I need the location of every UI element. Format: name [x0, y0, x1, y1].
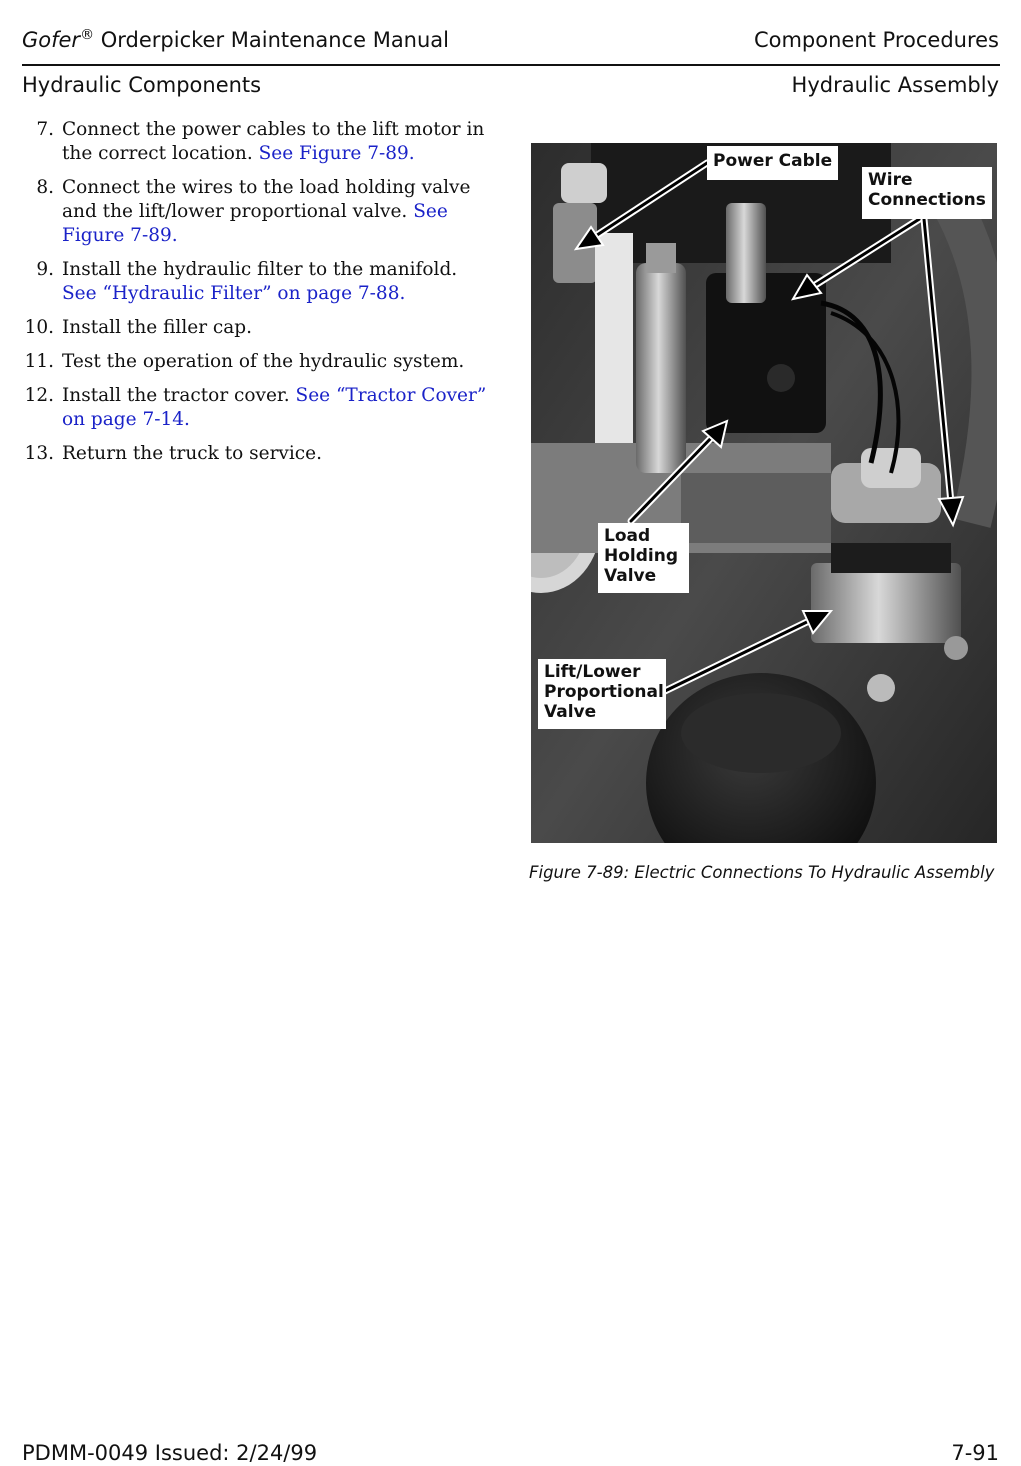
step-number: 11. — [24, 351, 54, 372]
step-link[interactable]: See “Hydraulic Filter” on page 7-88. — [62, 283, 406, 304]
step-text: Test the operation of the hydraulic system. — [62, 351, 465, 372]
step-text: Connect the power cables to the lift motor in the correct location. — [62, 119, 485, 164]
document-id: PDMM-0049 Issued: 2/24/99 — [22, 1441, 318, 1465]
page-number: 7-91 — [951, 1441, 999, 1465]
step-number: 9. — [36, 259, 54, 280]
step-text: Install the hydraulic filter to the manifold. — [62, 259, 458, 280]
callout-load-holding-valve: Load Holding Valve — [598, 523, 689, 593]
procedure-step — [22, 118, 492, 166]
step-link[interactable]: See Figure 7-89. — [62, 201, 448, 246]
manual-title-text: Orderpicker Maintenance Manual — [94, 28, 450, 52]
manual-title — [22, 27, 449, 53]
chapter-title: Component Procedures — [753, 28, 999, 52]
procedure-step — [22, 350, 492, 374]
callout-power-cable: Power Cable — [707, 146, 838, 180]
procedure-step — [22, 316, 492, 340]
step-text: Install the filler cap. — [62, 317, 253, 338]
procedure-step — [22, 258, 492, 306]
callout-wire-connections: Wire Connections — [862, 167, 992, 219]
procedure-step — [22, 384, 492, 432]
step-text: Install the tractor cover. — [62, 385, 296, 406]
procedure-step — [22, 442, 492, 466]
procedure-step — [22, 176, 492, 248]
step-number: 12. — [24, 385, 54, 406]
procedure-steps — [22, 118, 492, 476]
step-number: 13. — [24, 443, 54, 464]
brand-name: Gofer® — [22, 27, 95, 52]
step-number: 10. — [24, 317, 54, 338]
step-link[interactable]: See Figure 7-89. — [258, 143, 415, 164]
step-number: 8. — [36, 177, 54, 198]
figure-caption: Figure 7-89: Electric Connections To Hydraulic Assembly — [529, 863, 995, 882]
callout-lift-lower-valve: Lift/Lower Proportional Valve — [538, 659, 666, 729]
step-number: 7. — [36, 119, 54, 140]
hydraulic-assembly-illustration — [531, 143, 997, 843]
step-text: Return the truck to service. — [62, 443, 322, 464]
step-link[interactable]: See “Tractor Cover” on page 7-14. — [62, 385, 487, 430]
step-text: Connect the wires to the load holding valve and the lift/lower proportional valve. — [62, 177, 471, 222]
hydraulic-assembly-photo — [531, 143, 997, 843]
subsection-title: Hydraulic Assembly — [791, 73, 999, 97]
section-title: Hydraulic Components — [22, 73, 262, 97]
header-rule — [22, 64, 1000, 66]
